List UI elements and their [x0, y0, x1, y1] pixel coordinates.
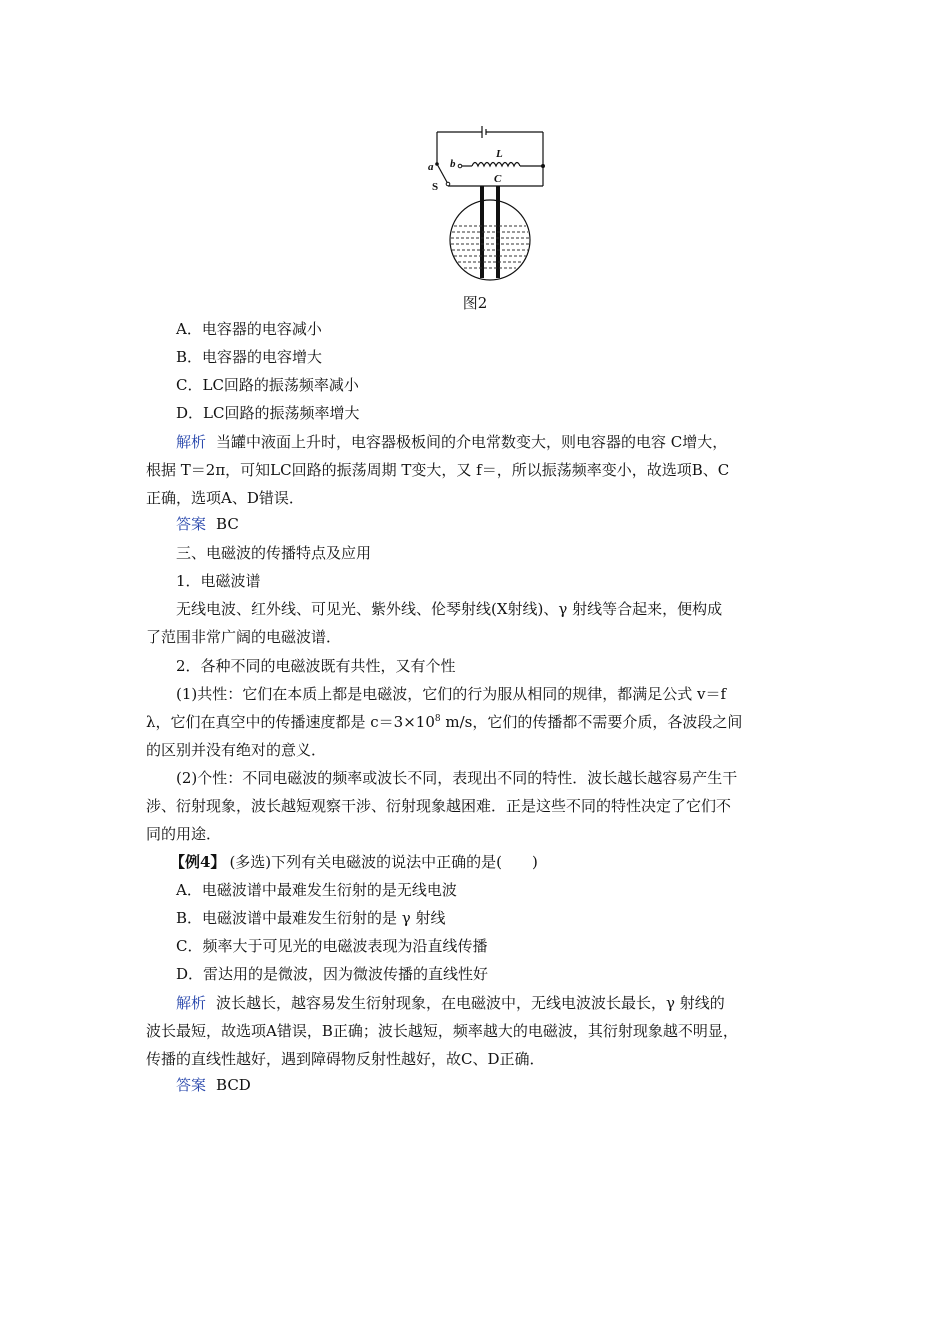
label-c: C — [494, 173, 502, 185]
answer-label: 答案 — [176, 515, 207, 533]
analysis-label: 解析 — [176, 433, 207, 451]
answer-value: BC — [216, 515, 239, 533]
option-d: D．LC回路的振荡频率增大 — [176, 404, 360, 422]
subsection-2: 2．各种不同的电磁波既有共性，又有个性 — [176, 657, 456, 675]
label-a: a — [428, 161, 434, 173]
label-b: b — [450, 158, 456, 170]
paragraph-1-line-1: 无线电波、红外线、可见光、紫外线、伦琴射线(X射线)、γ 射线等合起来，便构成 — [176, 600, 723, 618]
paragraph-3-line-1: (2)个性：不同电磁波的频率或波长不同，表现出不同的特性．波长越长越容易产生干 — [176, 769, 738, 787]
option-b: B．电容器的电容增大 — [176, 348, 323, 366]
paragraph-3-line-3: 同的用途． — [146, 825, 222, 843]
paragraph-1-line-2: 了范围非常广阔的电磁波谱． — [146, 628, 342, 646]
paragraph-2-line-2: λ，它们在真空中的传播速度都是 $c=3\times 10^8$ m/s，它们的传播都不需要介质，各波段之间 — [146, 713, 743, 731]
option-a: A．电容器的电容减小 — [176, 320, 322, 338]
paragraph-3-line-2: 涉、衍射现象，波长越短观察干涉、衍射现象越困难．正是这些不同的特性决定了它们不 — [146, 797, 732, 815]
paragraph-2-line-1: (1)共性：它们在本质上都是电磁波，它们的行为服从相同的规律，都满足公式 v＝f — [176, 685, 727, 703]
analysis-2-line-3: 传播的直线性越好，遇到障碍物反射性越好，故C、D正确． — [146, 1050, 545, 1068]
answer-1 — [176, 514, 239, 534]
label-s: S — [432, 181, 439, 193]
example-4-option-d: D．雷达用的是微波，因为微波传播的直线性好 — [176, 965, 489, 983]
subsection-1: 1．电磁波谱 — [176, 572, 261, 590]
example-4-option-a: A．电磁波谱中最难发生衍射的是无线电波 — [176, 881, 457, 899]
example-4-option-c: C．频率大于可见光的电磁波表现为沿直线传播 — [176, 937, 488, 955]
example-4-option-b: B．电磁波谱中最难发生衍射的是 γ 射线 — [176, 909, 446, 927]
paragraph-2-line-3: 的区别并没有绝对的意义． — [146, 741, 327, 759]
lc-circuit-figure — [420, 122, 560, 287]
analysis-1-line-2: 根据 T＝2π，可知LC回路的振荡周期 T变大，又 f＝，所以振荡频率变小，故选项B、C — [146, 461, 730, 479]
figure-caption: 图2 — [462, 294, 488, 312]
analysis-1-line-3: 正确，选项A、D错误． — [146, 489, 304, 507]
analysis-2-line-1: 解析 波长越长，越容易发生衍射现象，在电磁波中，无线电波波长最长，γ 射线的 — [176, 994, 725, 1012]
section-heading: 三、电磁波的传播特点及应用 — [176, 544, 372, 562]
analysis-1-line-1: 解析 当罐中液面上升时，电容器极板间的介电常数变大，则电容器的电容 C增大， — [176, 433, 728, 451]
analysis-label: 解析 — [176, 994, 207, 1012]
answer-value: BCD — [216, 1076, 251, 1094]
example-label: 【例4】 — [170, 853, 226, 871]
label-l: L — [496, 148, 503, 160]
analysis-2-line-2: 波长最短，故选项A错误，B正确；波长越短，频率越大的电磁波，其衍射现象越不明显， — [146, 1022, 738, 1040]
answer-2 — [176, 1075, 251, 1095]
example-4-question: 【例4】 (多选)下列有关电磁波的说法中正确的是( ) — [170, 853, 538, 871]
answer-label: 答案 — [176, 1076, 207, 1094]
option-c: C．LC回路的振荡频率减小 — [176, 376, 359, 394]
